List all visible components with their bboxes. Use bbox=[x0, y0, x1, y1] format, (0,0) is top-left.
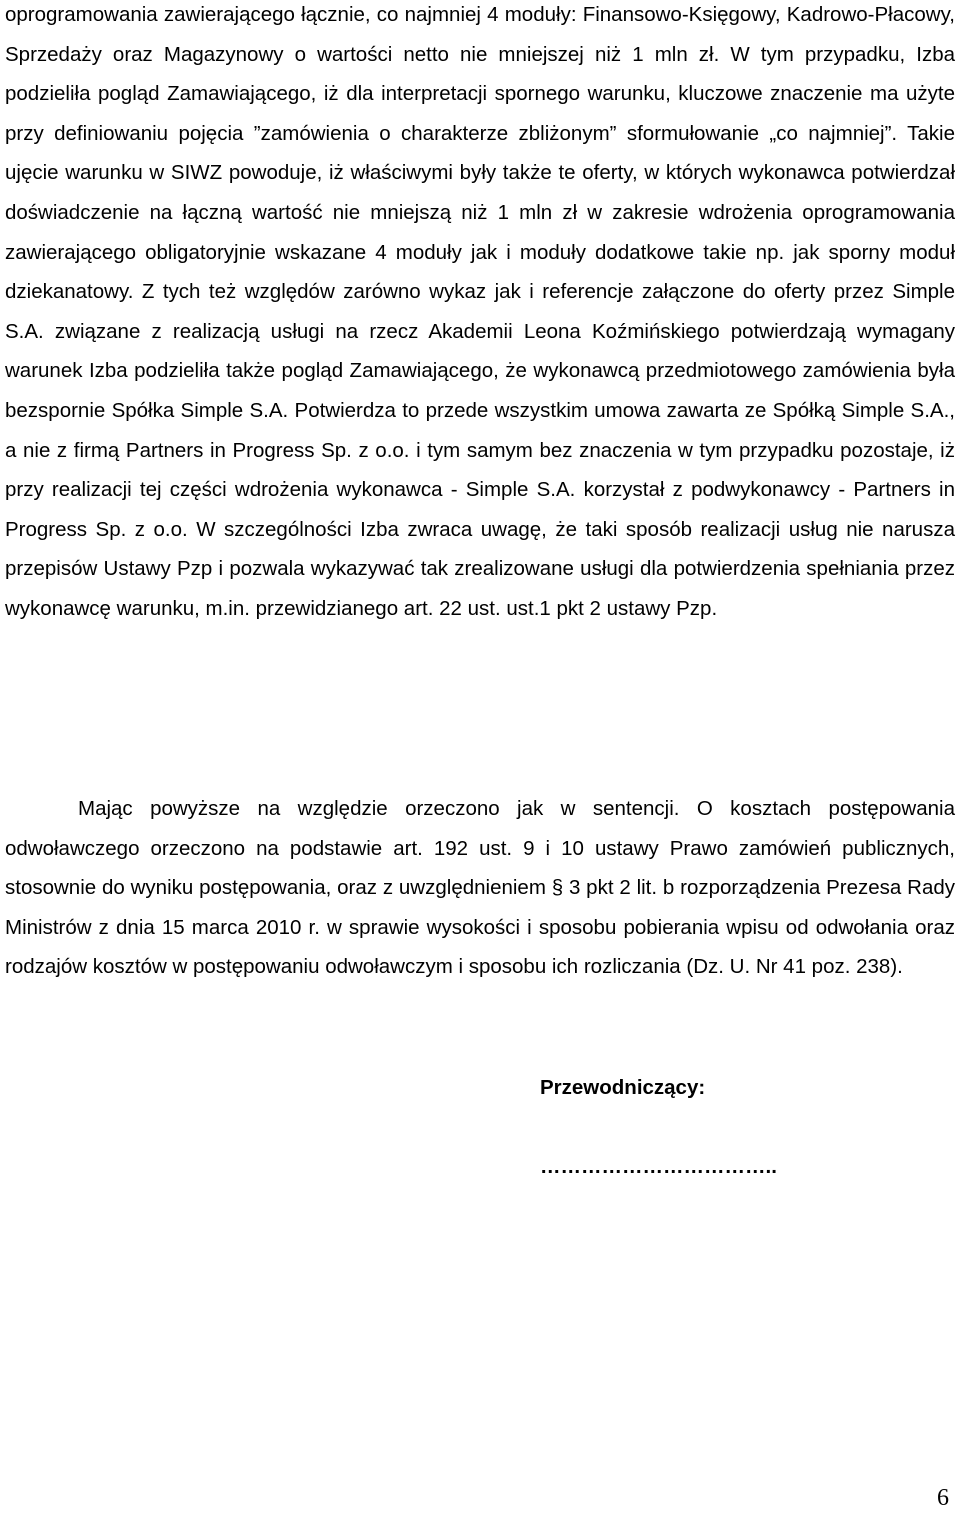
chairperson-label: Przewodniczący: bbox=[540, 1076, 706, 1099]
body-paragraph-costs: Mając powyższe na względzie orzeczono jak w sentencji. O kosztach postępowania odwoławczego orzeczono na podstawie art. 192 ust. 9 i 10 ustawy Prawo zamówień publicznych, stosownie do wyniku postępowania, oraz z uwzględnieniem § 3 pkt 2 lit. b rozporządzenia Prezesa Rady Ministrów z dnia 15 marca 2010 r. w sprawie wysokości i sposobu pobierania wpisu od odwołania oraz rodzajów kosztów w postępowaniu odwoławczym i sposobu ich rozliczania (Dz. U. Nr 41 poz. 238). bbox=[5, 797, 955, 979]
body-paragraph-reasoning: oprogramowania zawierającego łącznie, co najmniej 4 moduły: Finansowo-Księgowy, Kadrowo-Płacowy, Sprzedaży oraz Magazynowy o wartości netto nie mniejszej niż 1 mln zł. W tym przypadku, Izba podzieliła pogląd Zamawiającego, iż dla interpretacji spornego warunku, kluczowe znaczenie ma użyte przy definiowaniu pojęcia ”zamówienia o charakterze zbliżonym” sformułowanie „co najmniej”. Takie ujęcie warunku w SIWZ powoduje, iż właściwymi były także te oferty, w których wykonawca potwierdzał doświadczenie na łączną wartość nie mniejszą niż 1 mln zł w zakresie wdrożenia oprogramowania zawierającego obligatoryjnie wskazane 4 moduły jak i moduły dodatkowe takie np. jak sporny moduł dziekanatowy. Z tych też względów zarówno wykaz jak i referencje załączone do oferty przez Simple S.A. związane z realizacją usługi na rzecz Akademii Leona Koźmińskiego potwierdzają wymagany warunek Izba podzieliła także pogląd Zamawiającego, że wykonawcą przedmiotowego zamówienia była bezspornie Spółka Simple S.A. Potwierdza to przede wszystkim umowa zawarta ze Spółką Simple S.A., a nie z firmą Partners in Progress Sp. z o.o. i tym samym bez znaczenia w tym przypadku pozostaje, iż przy realizacji tej części wdrożenia wykonawca - Simple S.A. korzystał z podwykonawcy - Partners in Progress Sp. z o.o. W szczególności Izba zwraca uwagę, że taki sposób realizacji usług nie narusza przepisów Ustawy Pzp i pozwala wykazywać tak zrealizowane usługi dla potwierdzenia spełniania przez wykonawcę warunku, m.in. przewidzianego art. 22 ust. ust.1 pkt 2 ustawy Pzp. bbox=[5, 3, 955, 620]
document-page bbox=[5, 0, 955, 1513]
signature-line: …………………………….. bbox=[540, 1155, 777, 1178]
page-number: 6 bbox=[937, 1485, 949, 1511]
